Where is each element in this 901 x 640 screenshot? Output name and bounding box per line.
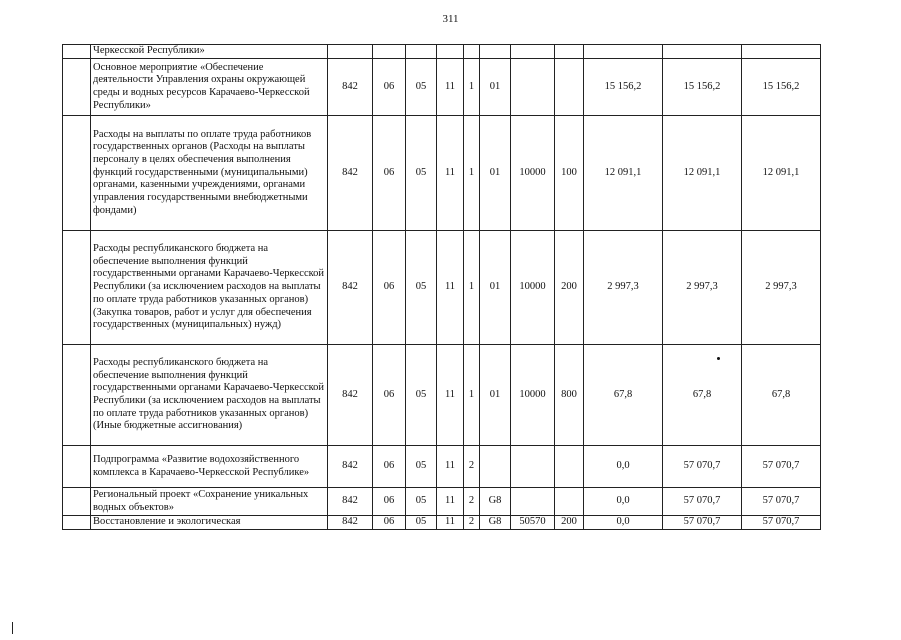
sum-year-1 (584, 45, 663, 59)
ministry-code: 842 (328, 488, 373, 516)
sum-year-3: 2 997,3 (742, 231, 821, 345)
program-code (437, 45, 464, 59)
program-code: 11 (437, 446, 464, 488)
ministry-code: 842 (328, 59, 373, 116)
row-marker-cell (63, 488, 91, 516)
item-name: Расходы республиканского бюджета на обеспечение выполнения функций государственными органами Карачаево-Черкесской Республики (за исключением расходов на выплаты по оплате труда работников указанных органов) (Закупка товаров, работ и услуг для обеспечения государственных (муниципальных) нужд) (91, 231, 328, 345)
table-row (63, 488, 821, 516)
expense-type-code (555, 59, 584, 116)
sum-year-3: 67,8 (742, 345, 821, 446)
subprogram-code: 1 (464, 231, 480, 345)
sum-year-1: 67,8 (584, 345, 663, 446)
ministry-code: 842 (328, 231, 373, 345)
section-code: 06 (373, 345, 406, 446)
subsection-code (406, 45, 437, 59)
subsection-code: 05 (406, 516, 437, 530)
sum-year-2: 2 997,3 (663, 231, 742, 345)
item-name: Черкесской Республики» (91, 45, 328, 59)
table-row (63, 345, 821, 446)
expense-type-code: 200 (555, 516, 584, 530)
sum-year-1: 2 997,3 (584, 231, 663, 345)
section-code (373, 45, 406, 59)
table-row (63, 446, 821, 488)
direction-code (511, 446, 555, 488)
event-code (480, 446, 511, 488)
event-code: 01 (480, 59, 511, 116)
sum-year-2: 67,8 (663, 345, 742, 446)
sum-year-1: 0,0 (584, 488, 663, 516)
table-row (63, 116, 821, 231)
sum-year-2: 15 156,2 (663, 59, 742, 116)
sum-year-2: 57 070,7 (663, 488, 742, 516)
section-code: 06 (373, 488, 406, 516)
stray-dot (717, 357, 720, 360)
sum-year-3: 57 070,7 (742, 516, 821, 530)
program-code: 11 (437, 116, 464, 231)
budget-table (62, 44, 821, 530)
subsection-code: 05 (406, 488, 437, 516)
direction-code: 10000 (511, 231, 555, 345)
sum-year-1: 0,0 (584, 516, 663, 530)
direction-code (511, 59, 555, 116)
ministry-code: 842 (328, 516, 373, 530)
row-marker-cell (63, 45, 91, 59)
table-row (63, 59, 821, 116)
sum-year-3: 57 070,7 (742, 446, 821, 488)
sum-year-2 (663, 45, 742, 59)
table-row (63, 45, 821, 59)
subprogram-code: 2 (464, 516, 480, 530)
row-marker-cell (63, 446, 91, 488)
expense-type-code (555, 488, 584, 516)
row-marker-cell (63, 59, 91, 116)
direction-code (511, 45, 555, 59)
row-marker-cell (63, 345, 91, 446)
expense-type-code (555, 45, 584, 59)
ministry-code: 842 (328, 345, 373, 446)
section-code: 06 (373, 446, 406, 488)
event-code (480, 45, 511, 59)
ministry-code: 842 (328, 116, 373, 231)
sum-year-1: 0,0 (584, 446, 663, 488)
section-code: 06 (373, 231, 406, 345)
sum-year-2: 57 070,7 (663, 446, 742, 488)
item-name: Подпрограмма «Развитие водохозяйственного комплекса в Карачаево-Черкесской Республике» (91, 446, 328, 488)
program-code: 11 (437, 516, 464, 530)
program-code: 11 (437, 231, 464, 345)
section-code: 06 (373, 116, 406, 231)
row-marker-cell (63, 516, 91, 530)
expense-type-code: 100 (555, 116, 584, 231)
page-number: 311 (442, 13, 459, 25)
row-marker-cell (63, 231, 91, 345)
item-name: Расходы республиканского бюджета на обеспечение выполнения функций государственными органами Карачаево-Черкесской Республики (за исключением расходов на выплаты по оплате труда работников указанных органов) (Иные бюджетные ассигнования) (91, 345, 328, 446)
event-code: G8 (480, 488, 511, 516)
expense-type-code: 200 (555, 231, 584, 345)
direction-code: 10000 (511, 116, 555, 231)
item-name: Расходы на выплаты по оплате труда работников государственных органов (Расходы на выплаты персоналу в целях обеспечения выполнения функций государственными (муниципальными) органами, казенными учреждениями, органами управления государственными внебюджетными фондами) (91, 116, 328, 231)
table-row (63, 231, 821, 345)
ministry-code: 842 (328, 446, 373, 488)
sum-year-1: 15 156,2 (584, 59, 663, 116)
direction-code: 10000 (511, 345, 555, 446)
ministry-code (328, 45, 373, 59)
subsection-code: 05 (406, 446, 437, 488)
subsection-code: 05 (406, 231, 437, 345)
subprogram-code: 2 (464, 488, 480, 516)
subsection-code: 05 (406, 345, 437, 446)
sum-year-2: 12 091,1 (663, 116, 742, 231)
row-marker-cell (63, 116, 91, 231)
subsection-code: 05 (406, 59, 437, 116)
item-name: Региональный проект «Сохранение уникальных водных объектов» (91, 488, 328, 516)
table-row (63, 516, 821, 530)
expense-type-code: 800 (555, 345, 584, 446)
program-code: 11 (437, 345, 464, 446)
event-code: 01 (480, 345, 511, 446)
program-code: 11 (437, 59, 464, 116)
subprogram-code: 1 (464, 345, 480, 446)
section-code: 06 (373, 516, 406, 530)
subsection-code: 05 (406, 116, 437, 231)
section-code: 06 (373, 59, 406, 116)
item-name: Восстановление и экологическая (91, 516, 328, 530)
event-code: G8 (480, 516, 511, 530)
event-code: 01 (480, 116, 511, 231)
expense-type-code (555, 446, 584, 488)
subprogram-code: 1 (464, 116, 480, 231)
direction-code: 50570 (511, 516, 555, 530)
sum-year-1: 12 091,1 (584, 116, 663, 231)
subprogram-code: 2 (464, 446, 480, 488)
sum-year-3: 15 156,2 (742, 59, 821, 116)
program-code: 11 (437, 488, 464, 516)
sum-year-2: 57 070,7 (663, 516, 742, 530)
sum-year-3: 12 091,1 (742, 116, 821, 231)
direction-code (511, 488, 555, 516)
sum-year-3 (742, 45, 821, 59)
event-code: 01 (480, 231, 511, 345)
subprogram-code: 1 (464, 59, 480, 116)
item-name: Основное мероприятие «Обеспечение деятельности Управления охраны окружающей среды и водных ресурсов Карачаево-Черкесской Республики» (91, 59, 328, 116)
edge-mark (12, 622, 13, 634)
sum-year-3: 57 070,7 (742, 488, 821, 516)
subprogram-code (464, 45, 480, 59)
